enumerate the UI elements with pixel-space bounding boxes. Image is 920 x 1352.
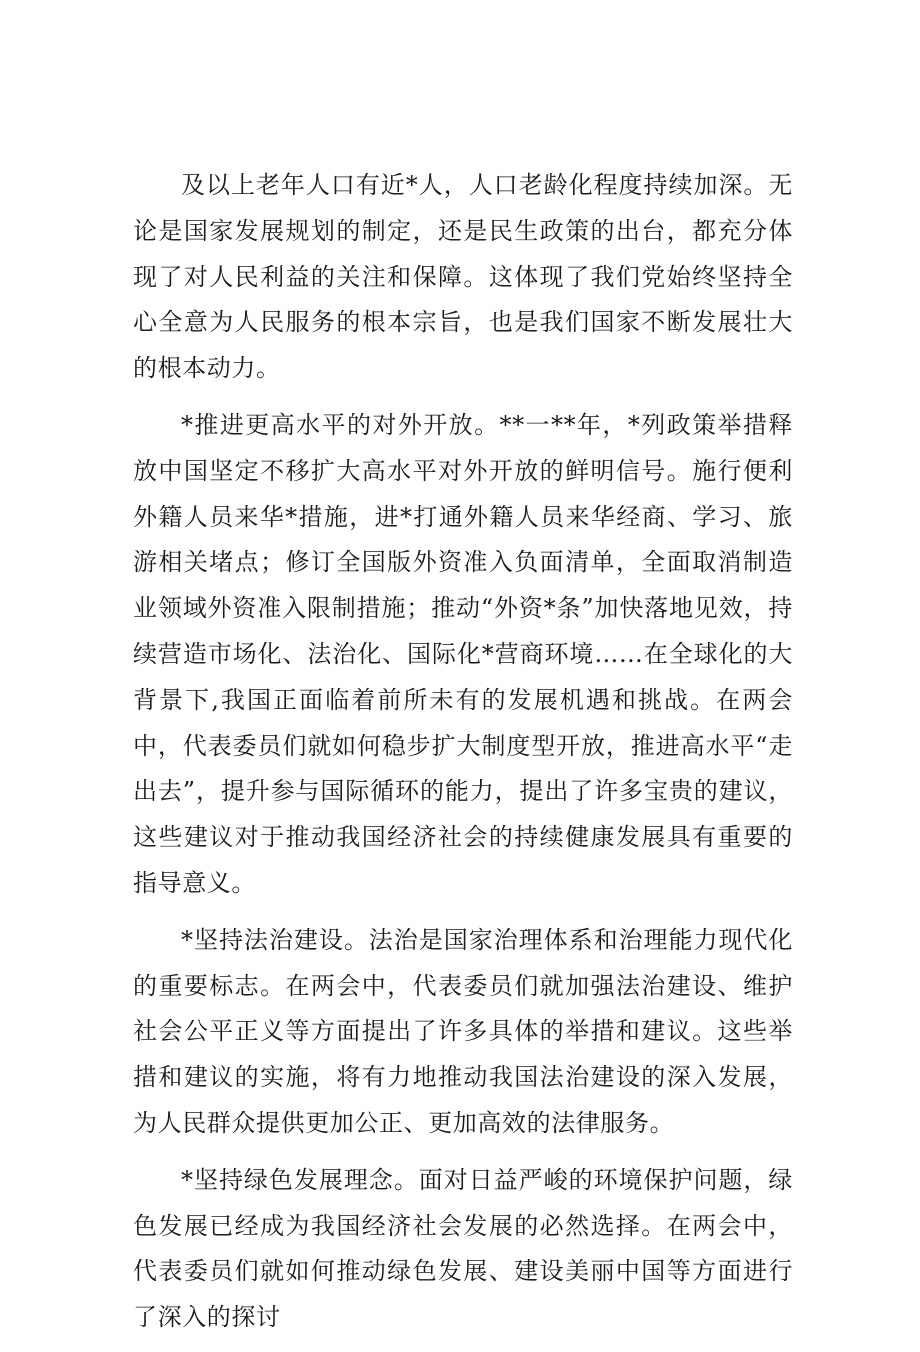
paragraph-aging-population: 及以上老年人口有近*人，人口老龄化程度持续加深。无论是国家发展规划的制定，还是民生政策的出台，都充分体现了对人民利益的关注和保障。这体现了我们党始终坚持全心全意为人民服务的根本宗旨，也是我们国家不断发展壮大的根本动力。 (133, 171, 793, 383)
paragraph-opening-up: *推进更高水平的对外开放。**一**年，*列政策举措释放中国坚定不移扩大高水平对外开放的鲜明信号。施行便利外籍人员来华*措施，进*打通外籍人员来华经商、学习、旅游相关堵点；修订全国版外资准入负面清单，全面取消制造业领域外资准入限制措施；推动“外资*条”加快落地见效，持续营造市场化、法治化、国际化*营商环境……在全球化的大背景下,我国正面临着前所未有的发展机遇和挑战。在两会中，代表委员们就如何稳步扩大制度型开放，推进高水平“走出去”，提升参与国际循环的能力，提出了许多宝贵的建议，这些建议对于推动我国经济社会的持续健康发展具有重要的指导意义。 (133, 410, 793, 897)
paragraph-rule-of-law: *坚持法治建设。法治是国家治理体系和治理能力现代化的重要标志。在两会中，代表委员们就加强法治建设、维护社会公平正义等方面提出了许多具体的举措和建议。这些举措和建议的实施，将有力地推动我国法治建设的深入发展，为人民群众提供更加公正、更加高效的法律服务。 (133, 925, 793, 1137)
document-page (133, 163, 793, 1352)
paragraph-green-development: *坚持绿色发展理念。面对日益严峻的环境保护问题，绿色发展已经成为我国经济社会发展的必然选择。在两会中，代表委员们就如何推动绿色发展、建设美丽中国等方面进行了深入的探讨 (133, 1165, 793, 1332)
